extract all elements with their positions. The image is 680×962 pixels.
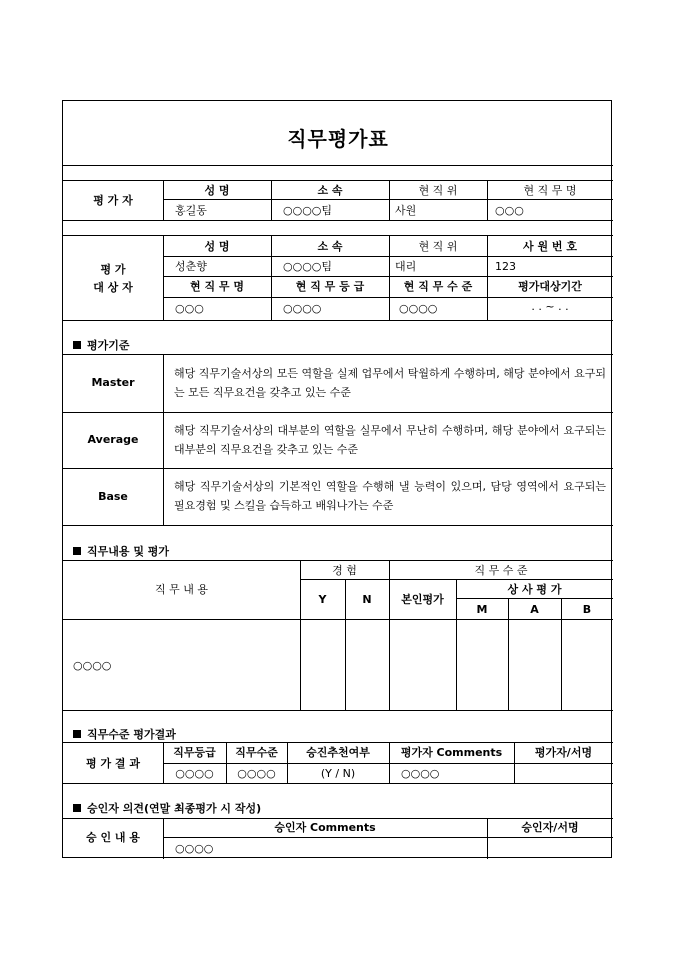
level-average: Average <box>87 433 139 446</box>
divider <box>63 818 613 819</box>
evaluator-name: 홍길동 <box>175 204 207 217</box>
target-header-grade: 현 직 무 등 급 <box>295 280 365 293</box>
divider <box>63 619 613 620</box>
target-header-level: 현 직 무 수 준 <box>403 280 473 293</box>
approver-label: 승 인 내 용 <box>86 831 140 844</box>
divider <box>456 598 613 599</box>
target-header-empno: 사 원 번 호 <box>523 240 577 253</box>
result-label: 평 가 결 과 <box>86 757 140 770</box>
divider <box>389 560 390 710</box>
target-header-name: 성 명 <box>204 240 230 253</box>
divider <box>63 525 613 526</box>
square-bullet-icon <box>73 341 81 349</box>
divider <box>63 412 613 413</box>
experience-y: Y <box>318 593 327 606</box>
evaluator-header-job: 현 직 무 명 <box>523 184 577 197</box>
evaluator-dept: ○○○○팀 <box>283 204 333 217</box>
divider <box>456 579 457 710</box>
result-grade: ○○○○ <box>175 767 214 780</box>
divider <box>163 763 613 764</box>
target-label-line1: 평 가 <box>100 263 126 276</box>
divider <box>63 354 613 355</box>
target-header-dept: 소 속 <box>317 240 343 253</box>
target-period: . . ~ . . <box>531 300 569 313</box>
evaluator-header-position: 현 직 위 <box>418 184 458 197</box>
result-promotion: (Y / N) <box>320 767 356 780</box>
target-name: 성춘향 <box>175 260 207 273</box>
divider <box>63 742 613 743</box>
divider <box>163 837 613 838</box>
divider <box>63 468 613 469</box>
grade-m: M <box>476 603 488 616</box>
target-header-period: 평가대상기간 <box>518 280 582 293</box>
job-content-value: ○○○○ <box>73 659 112 672</box>
divider <box>63 560 613 561</box>
result-level: ○○○○ <box>237 767 276 780</box>
divider <box>163 354 164 525</box>
experience-n: N <box>362 593 372 606</box>
divider <box>300 560 301 710</box>
divider <box>163 199 613 200</box>
grade-a: A <box>530 603 539 616</box>
divider <box>163 297 613 298</box>
divider <box>63 220 613 221</box>
section-job-content: 직무내용 및 평가 <box>73 543 169 559</box>
level-master: Master <box>91 376 135 389</box>
target-header-position: 현 직 위 <box>418 240 458 253</box>
target-job: ○○○ <box>175 302 204 315</box>
divider <box>63 783 613 784</box>
level-average-desc: 해당 직무기술서상의 대부분의 역할을 실무에서 무난히 수행하며, 해당 분야에서 요구되는 대부분의 직무요건을 갖추고 있는 수준 <box>174 424 606 456</box>
result-header-sign: 평가자/서명 <box>534 746 593 759</box>
approver-sign-header: 승인자/서명 <box>521 821 579 834</box>
superior-eval-header: 상 사 평 가 <box>507 583 562 596</box>
level-master-desc: 해당 직무기술서상의 모든 역할을 실제 업무에서 탁월하게 수행하며, 해당 분야에서 요구되는 모든 직무요건을 갖추고 있는 수준 <box>174 367 606 399</box>
evaluator-job: ○○○ <box>495 204 524 217</box>
job-content-header: 직 무 내 용 <box>155 583 208 596</box>
result-header-level: 직무수준 <box>235 746 278 759</box>
level-base-desc: 해당 직무기술서상의 기본적인 역할을 수행해 낼 능력이 있으며, 담당 영역에서 요구되는 필요경험 및 스킬을 습득하고 배워나가는 수준 <box>174 480 606 512</box>
divider <box>63 710 613 711</box>
level-base: Base <box>98 490 128 503</box>
evaluation-form <box>62 100 612 858</box>
experience-header: 경 험 <box>332 564 357 577</box>
divider <box>63 235 613 236</box>
target-level: ○○○○ <box>399 302 438 315</box>
square-bullet-icon <box>73 547 81 555</box>
divider <box>63 165 613 166</box>
evaluator-label: 평 가 자 <box>93 194 133 207</box>
divider <box>163 276 613 277</box>
square-bullet-icon <box>73 804 81 812</box>
section-approver: 승인자 의견(연말 최종평가 시 작성) <box>73 800 261 816</box>
divider <box>163 256 613 257</box>
level-header: 직 무 수 준 <box>474 564 528 577</box>
result-comments: ○○○○ <box>401 767 440 780</box>
result-header-promotion: 승진추천여부 <box>306 746 370 759</box>
approver-comments: ○○○○ <box>175 842 214 855</box>
self-eval-header: 본인평가 <box>401 593 444 606</box>
result-header-comments: 평가자 Comments <box>400 746 503 759</box>
square-bullet-icon <box>73 730 81 738</box>
target-grade: ○○○○ <box>283 302 322 315</box>
target-dept: ○○○○팀 <box>283 260 333 273</box>
result-header-grade: 직무등급 <box>173 746 216 759</box>
target-label-line2: 대 상 자 <box>93 281 133 294</box>
divider <box>63 180 613 181</box>
target-position: 대리 <box>395 260 417 273</box>
divider <box>63 320 613 321</box>
approver-comments-header: 승인자 Comments <box>274 821 376 834</box>
section-result: 직무수준 평가결과 <box>73 726 176 742</box>
evaluator-header-dept: 소 속 <box>317 184 343 197</box>
page-title: 직무평가표 <box>287 127 389 151</box>
target-header-job: 현 직 무 명 <box>190 280 244 293</box>
evaluator-header-name: 성 명 <box>204 184 230 197</box>
target-empno: 123 <box>495 260 516 273</box>
section-criteria: 평가기준 <box>73 337 130 353</box>
grade-b: B <box>582 603 592 616</box>
evaluator-position: 사원 <box>395 204 417 217</box>
